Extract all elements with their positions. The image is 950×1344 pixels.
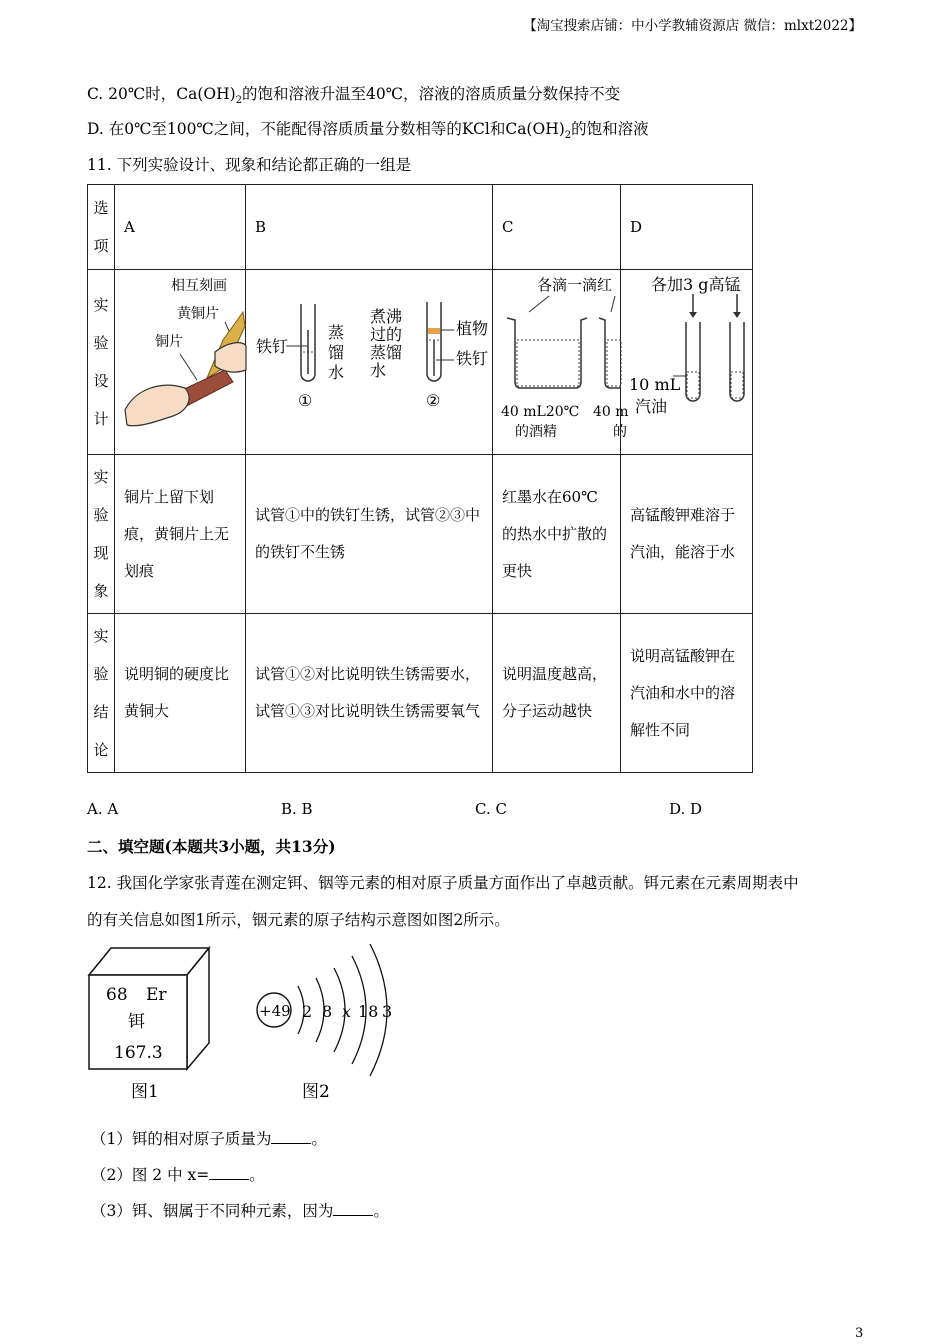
table-row-option xyxy=(88,185,753,270)
fig1-caption: 图1 xyxy=(131,1082,159,1102)
svg-text:②: ② xyxy=(426,391,441,410)
row-label-phenomenon: 实 验 现 象 xyxy=(88,455,115,614)
svg-text:x: x xyxy=(342,1002,352,1021)
svg-text:黄铜片: 黄铜片 xyxy=(177,306,219,322)
svg-text:蒸: 蒸 xyxy=(328,323,345,342)
test-tubes-potassium-permanganate-illustration xyxy=(621,270,753,440)
svg-text:铁钉: 铁钉 xyxy=(456,349,489,368)
figure-2-atomic-structure xyxy=(252,940,402,1105)
conclusion-d: 说明高锰酸钾在汽油和水中的溶解性不同 xyxy=(621,614,753,773)
svg-text:相互刻画: 相互刻画 xyxy=(171,278,227,294)
fig1-symbol: Er xyxy=(146,985,167,1005)
fig1-mass: 167.3 xyxy=(114,1043,163,1063)
answer-option-c[interactable]: C. C xyxy=(475,800,507,818)
row-label-option: 选 项 xyxy=(88,185,115,270)
q12-question-3: （3）铒、铟属于不同种元素，因为 。 xyxy=(91,1202,389,1220)
q12-question-1: （1）铒的相对原子质量为 。 xyxy=(91,1130,327,1148)
svg-text:8: 8 xyxy=(322,1002,333,1021)
q12-stem-line1: 12. 我国化学家张青莲在测定铒、铟等元素的相对原子质量方面作出了卓越贡献。铒元素在元素周期表中 xyxy=(87,874,799,892)
table-row-phenomenon xyxy=(88,455,753,614)
iron-nail-test-tubes-illustration xyxy=(246,270,493,440)
svg-text:水: 水 xyxy=(370,361,387,380)
phenomenon-a: 铜片上留下划痕，黄铜片上无划痕 xyxy=(115,455,246,614)
table-row-conclusion xyxy=(88,614,753,773)
answer-option-d[interactable]: D. D xyxy=(669,800,703,818)
svg-text:的酒精: 的酒精 xyxy=(515,424,557,440)
header-shop-note: 【淘宝搜索店铺：中小学教辅资源店 微信：mlxt2022】 xyxy=(523,18,862,34)
conclusion-c: 说明温度越高，分子运动越快 xyxy=(493,614,621,773)
svg-text:18: 18 xyxy=(358,1002,379,1021)
q11-table xyxy=(87,184,753,773)
svg-text:各加3 g高锰: 各加3 g高锰 xyxy=(651,275,741,294)
q10-option-c: C. 20℃时，$Ca(OH)_2$的饱和溶液升温至40℃，溶液的溶质质量分数保持不变 xyxy=(87,85,621,107)
svg-text:3: 3 xyxy=(382,1002,393,1021)
svg-text:铜片: 铜片 xyxy=(155,334,183,350)
answer-blank-2[interactable] xyxy=(209,1165,249,1180)
section-2-title: 二、填空题(本题共3小题，共13分) xyxy=(87,837,336,856)
row-label-design: 实 验 设 计 xyxy=(88,270,115,455)
fig2-nucleus: +49 xyxy=(259,1002,291,1020)
header-a: A xyxy=(115,185,246,270)
svg-text:铁钉: 铁钉 xyxy=(256,337,289,356)
q11-stem: 11. 下列实验设计、现象和结论都正确的一组是 xyxy=(87,156,412,174)
svg-text:2: 2 xyxy=(302,1002,313,1021)
design-image-c xyxy=(493,270,629,455)
svg-text:40 m: 40 m xyxy=(593,404,629,420)
figure-1-element-card xyxy=(86,945,211,1105)
fig1-atomic-number: 68 xyxy=(106,985,128,1005)
svg-text:水: 水 xyxy=(328,363,345,382)
answer-option-a[interactable]: A. A xyxy=(87,800,119,818)
svg-text:馏: 馏 xyxy=(328,343,345,362)
phenomenon-b: 试管①中的铁钉生锈，试管②③中的铁钉不生锈 xyxy=(246,455,493,614)
q12-question-2: （2）图 2 中 x= 。 xyxy=(91,1166,265,1184)
design-image-b xyxy=(246,270,493,455)
svg-text:煮沸: 煮沸 xyxy=(370,307,403,326)
beakers-red-ink-illustration xyxy=(493,270,629,440)
q10-option-d: D. 在0℃至100℃之间，不能配得溶质质量分数相等的KCl和$Ca(OH)_2$的饱和溶液 xyxy=(87,120,649,142)
svg-text:蒸馏: 蒸馏 xyxy=(370,343,403,362)
q12-stem-line2: 的有关信息如图1所示，铟元素的原子结构示意图如图2所示。 xyxy=(87,911,510,929)
header-b: B xyxy=(246,185,493,270)
header-c: C xyxy=(493,185,621,270)
answer-blank-1[interactable] xyxy=(271,1129,311,1144)
svg-text:植物: 植物 xyxy=(456,319,489,338)
svg-text:过的: 过的 xyxy=(370,325,403,344)
svg-text:40 mL20℃: 40 mL20℃ xyxy=(501,404,580,420)
row-label-conclusion: 实 验 结 论 xyxy=(88,614,115,773)
fig2-caption: 图2 xyxy=(302,1082,330,1102)
conclusion-b: 试管①②对比说明铁生锈需要水，试管①③对比说明铁生锈需要氧气 xyxy=(246,614,493,773)
phenomenon-c: 红墨水在60℃的热水中扩散的更快 xyxy=(493,455,621,614)
conclusion-a: 说明铜的硬度比黄铜大 xyxy=(115,614,246,773)
svg-text:汽油: 汽油 xyxy=(635,397,668,416)
answer-blank-3[interactable] xyxy=(333,1201,373,1216)
header-d: D xyxy=(621,185,753,270)
svg-text:①: ① xyxy=(298,391,313,410)
phenomenon-d: 高锰酸钾难溶于汽油，能溶于水 xyxy=(621,455,753,614)
table-row-design xyxy=(88,270,753,455)
answer-option-b[interactable]: B. B xyxy=(281,800,313,818)
svg-text:的: 的 xyxy=(613,424,627,440)
hand-scratching-illustration xyxy=(115,270,246,440)
design-image-a xyxy=(115,270,246,455)
svg-text:各滴一滴红: 各滴一滴红 xyxy=(537,276,613,294)
fig1-name: 铒 xyxy=(128,1012,145,1032)
design-image-d xyxy=(621,270,753,455)
svg-text:10 mL: 10 mL xyxy=(629,375,681,394)
page-number: 3 xyxy=(855,1326,864,1341)
